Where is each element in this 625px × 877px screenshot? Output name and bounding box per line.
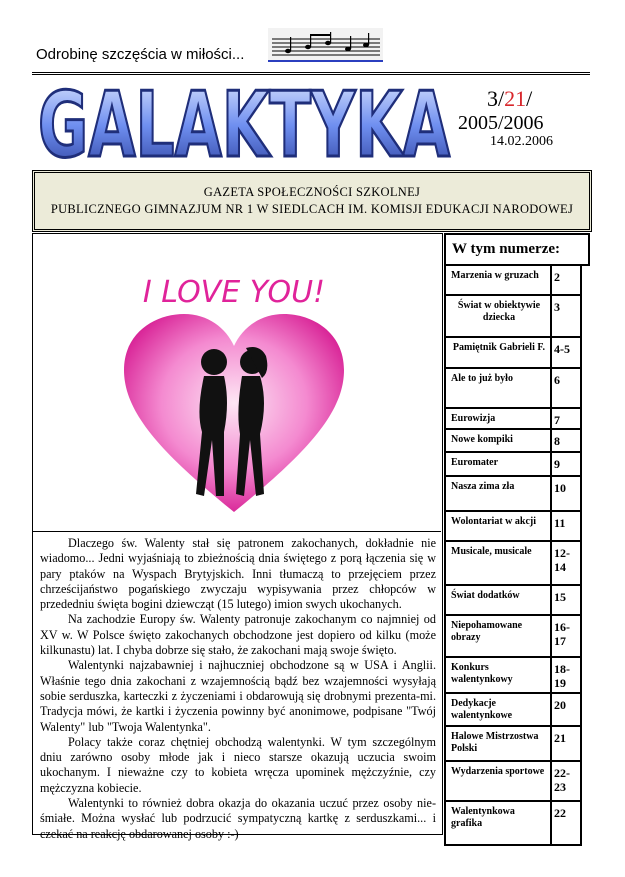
toc-row[interactable] [444, 616, 590, 658]
toc-title: Halowe Mistrzostwa Polski [444, 727, 552, 762]
image-separator [33, 531, 441, 532]
toc-title: Pamiętnik Gabrieli F. [444, 338, 552, 369]
school-year: 2005/2006 [458, 112, 544, 134]
toc-row[interactable] [444, 762, 590, 802]
toc-title: Nowe kompiki [444, 430, 552, 453]
tagline: Odrobinę szczęścia w miłości... [36, 46, 245, 63]
toc-title: Świat dodatków [444, 586, 552, 616]
toc-title: Wydarzenia sportowe [444, 762, 552, 802]
toc-page: 3 [552, 296, 582, 338]
article-paragraph: Walentynki najzabawniej i najhuczniej obchodzone są w USA i Anglii. Właśnie tego dnia zakochani z wzajemnością bądź bez wzajemności wysyłają sobie serduszka, karteczki z życzeniami i obdarowują się drobnymi prezenta-mi. Tradycja mówi, że kartki i życzenia powinny być anonimowe, podpisane "Twój Walenty" lub "Twoja Walentynka". [40, 658, 436, 734]
toc-row[interactable] [444, 542, 590, 586]
toc-page: 4-5 [552, 338, 582, 369]
publisher-line-2: PUBLICZNEGO GIMNAZJUM NR 1 W SIEDLCACH IM. KOMISJI EDUKACJI NARODOWEJ [50, 202, 574, 216]
toc-page: 21 [552, 727, 582, 762]
toc-row[interactable] [444, 727, 590, 762]
toc-page: 7 [552, 409, 582, 430]
publisher-box [32, 170, 592, 232]
toc-title: Euromater [444, 453, 552, 477]
header-rule [32, 72, 590, 75]
toc-row[interactable] [444, 477, 590, 512]
toc-page: 18-19 [552, 658, 582, 694]
toc-title: Ale to już było [444, 369, 552, 409]
toc-row[interactable] [444, 802, 590, 846]
toc-row[interactable] [444, 453, 590, 477]
toc-row[interactable] [444, 296, 590, 338]
toc-title: Marzenia w gruzach [444, 266, 552, 296]
toc-page: 6 [552, 369, 582, 409]
toc-row[interactable] [444, 430, 590, 453]
toc-title: Nasza zima zła [444, 477, 552, 512]
article-paragraph: Na zachodzie Europy św. Walenty patronuje zakochanym co najmniej od XV w. W Polsce święto zakochanych obchodzone jest dopiero od kilku (może kilkunastu) lat. I chyba dobrze się stało, że zakochani mają swoje święto. [40, 612, 436, 658]
toc-page: 16-17 [552, 616, 582, 658]
article-body [40, 536, 436, 842]
article-paragraph: Dlaczego św. Walenty stał się patronem zakochanych, dokładnie nie wiadomo... Jedni wyjaśniają to zbieżnością dnia świętego z porą łączenia się w pary ptaków na Wyspach Brytyjskich. Inni tłumaczą to przejęciem przez chrześcijaństwo pogańskiego zwyczaju wypisywania przez chłopców w przededniu święta bogini dziewcząt (15 lutego) imion swych ukochanych. [40, 536, 436, 612]
toc-title: Musicale, musicale [444, 542, 552, 586]
toc-page: 9 [552, 453, 582, 477]
toc-heading: W tym numerze: [444, 233, 590, 266]
toc-title: Niepohamowane obrazy [444, 616, 552, 658]
toc-row[interactable] [444, 369, 590, 409]
toc-page: 8 [552, 430, 582, 453]
toc-page: 10 [552, 477, 582, 512]
toc-title: Konkurs walentynkowy [444, 658, 552, 694]
article-paragraph: Polacy także coraz chętniej obchodzą walentynki. W tym szczególnym dniu zarówno osoby młode jak i nieco starsze okazują uczucia swoim ukochanym. I nieważne czy to kobieta wręcza upominek mężczyźnie, czy mężczyzna kobiecie. [40, 734, 436, 795]
publisher-line-1: GAZETA SPOŁECZNOŚCI SZKOLNEJ [203, 185, 421, 199]
toc-page: 22 [552, 802, 582, 846]
toc-title: Wolontariat w akcji [444, 512, 552, 542]
toc-row[interactable] [444, 586, 590, 616]
toc-title: Eurowizja [444, 409, 552, 430]
toc-row[interactable] [444, 658, 590, 694]
toc-page: 12-14 [552, 542, 582, 586]
article-paragraph: Walentynki to również dobra okazja do okazania uczuć przez osoby nie-śmiałe. Można wysłać lub podrzucić sympatyczną kartkę z serduszkami... i czekać na reakcję obdarowanej osoby :-) [40, 796, 436, 841]
toc-row[interactable] [444, 409, 590, 430]
issue-date: 14.02.2006 [490, 134, 553, 149]
music-notes-icon [268, 28, 383, 62]
issue-number: 3/21/ [487, 86, 533, 111]
toc-title: Walentynkowa grafika [444, 802, 552, 846]
valentine-heart-image [100, 262, 368, 522]
svg-text:GALAKTYKA: GALAKTYKA [38, 78, 451, 166]
toc-page: 20 [552, 694, 582, 727]
galaktyka-logo [34, 78, 454, 166]
toc-page: 22-23 [552, 762, 582, 802]
toc-row[interactable] [444, 694, 590, 727]
toc-page: 2 [552, 266, 582, 296]
toc-row[interactable] [444, 338, 590, 369]
toc-title: Dedykacje walentynkowe [444, 694, 552, 727]
toc-row[interactable] [444, 266, 590, 296]
love-caption: I LOVE YOU! [142, 275, 326, 310]
toc-page: 11 [552, 512, 582, 542]
toc-title: Świat w obiektywie dziecka [444, 296, 552, 338]
toc-row[interactable] [444, 512, 590, 542]
toc-page: 15 [552, 586, 582, 616]
table-of-contents [444, 233, 590, 846]
